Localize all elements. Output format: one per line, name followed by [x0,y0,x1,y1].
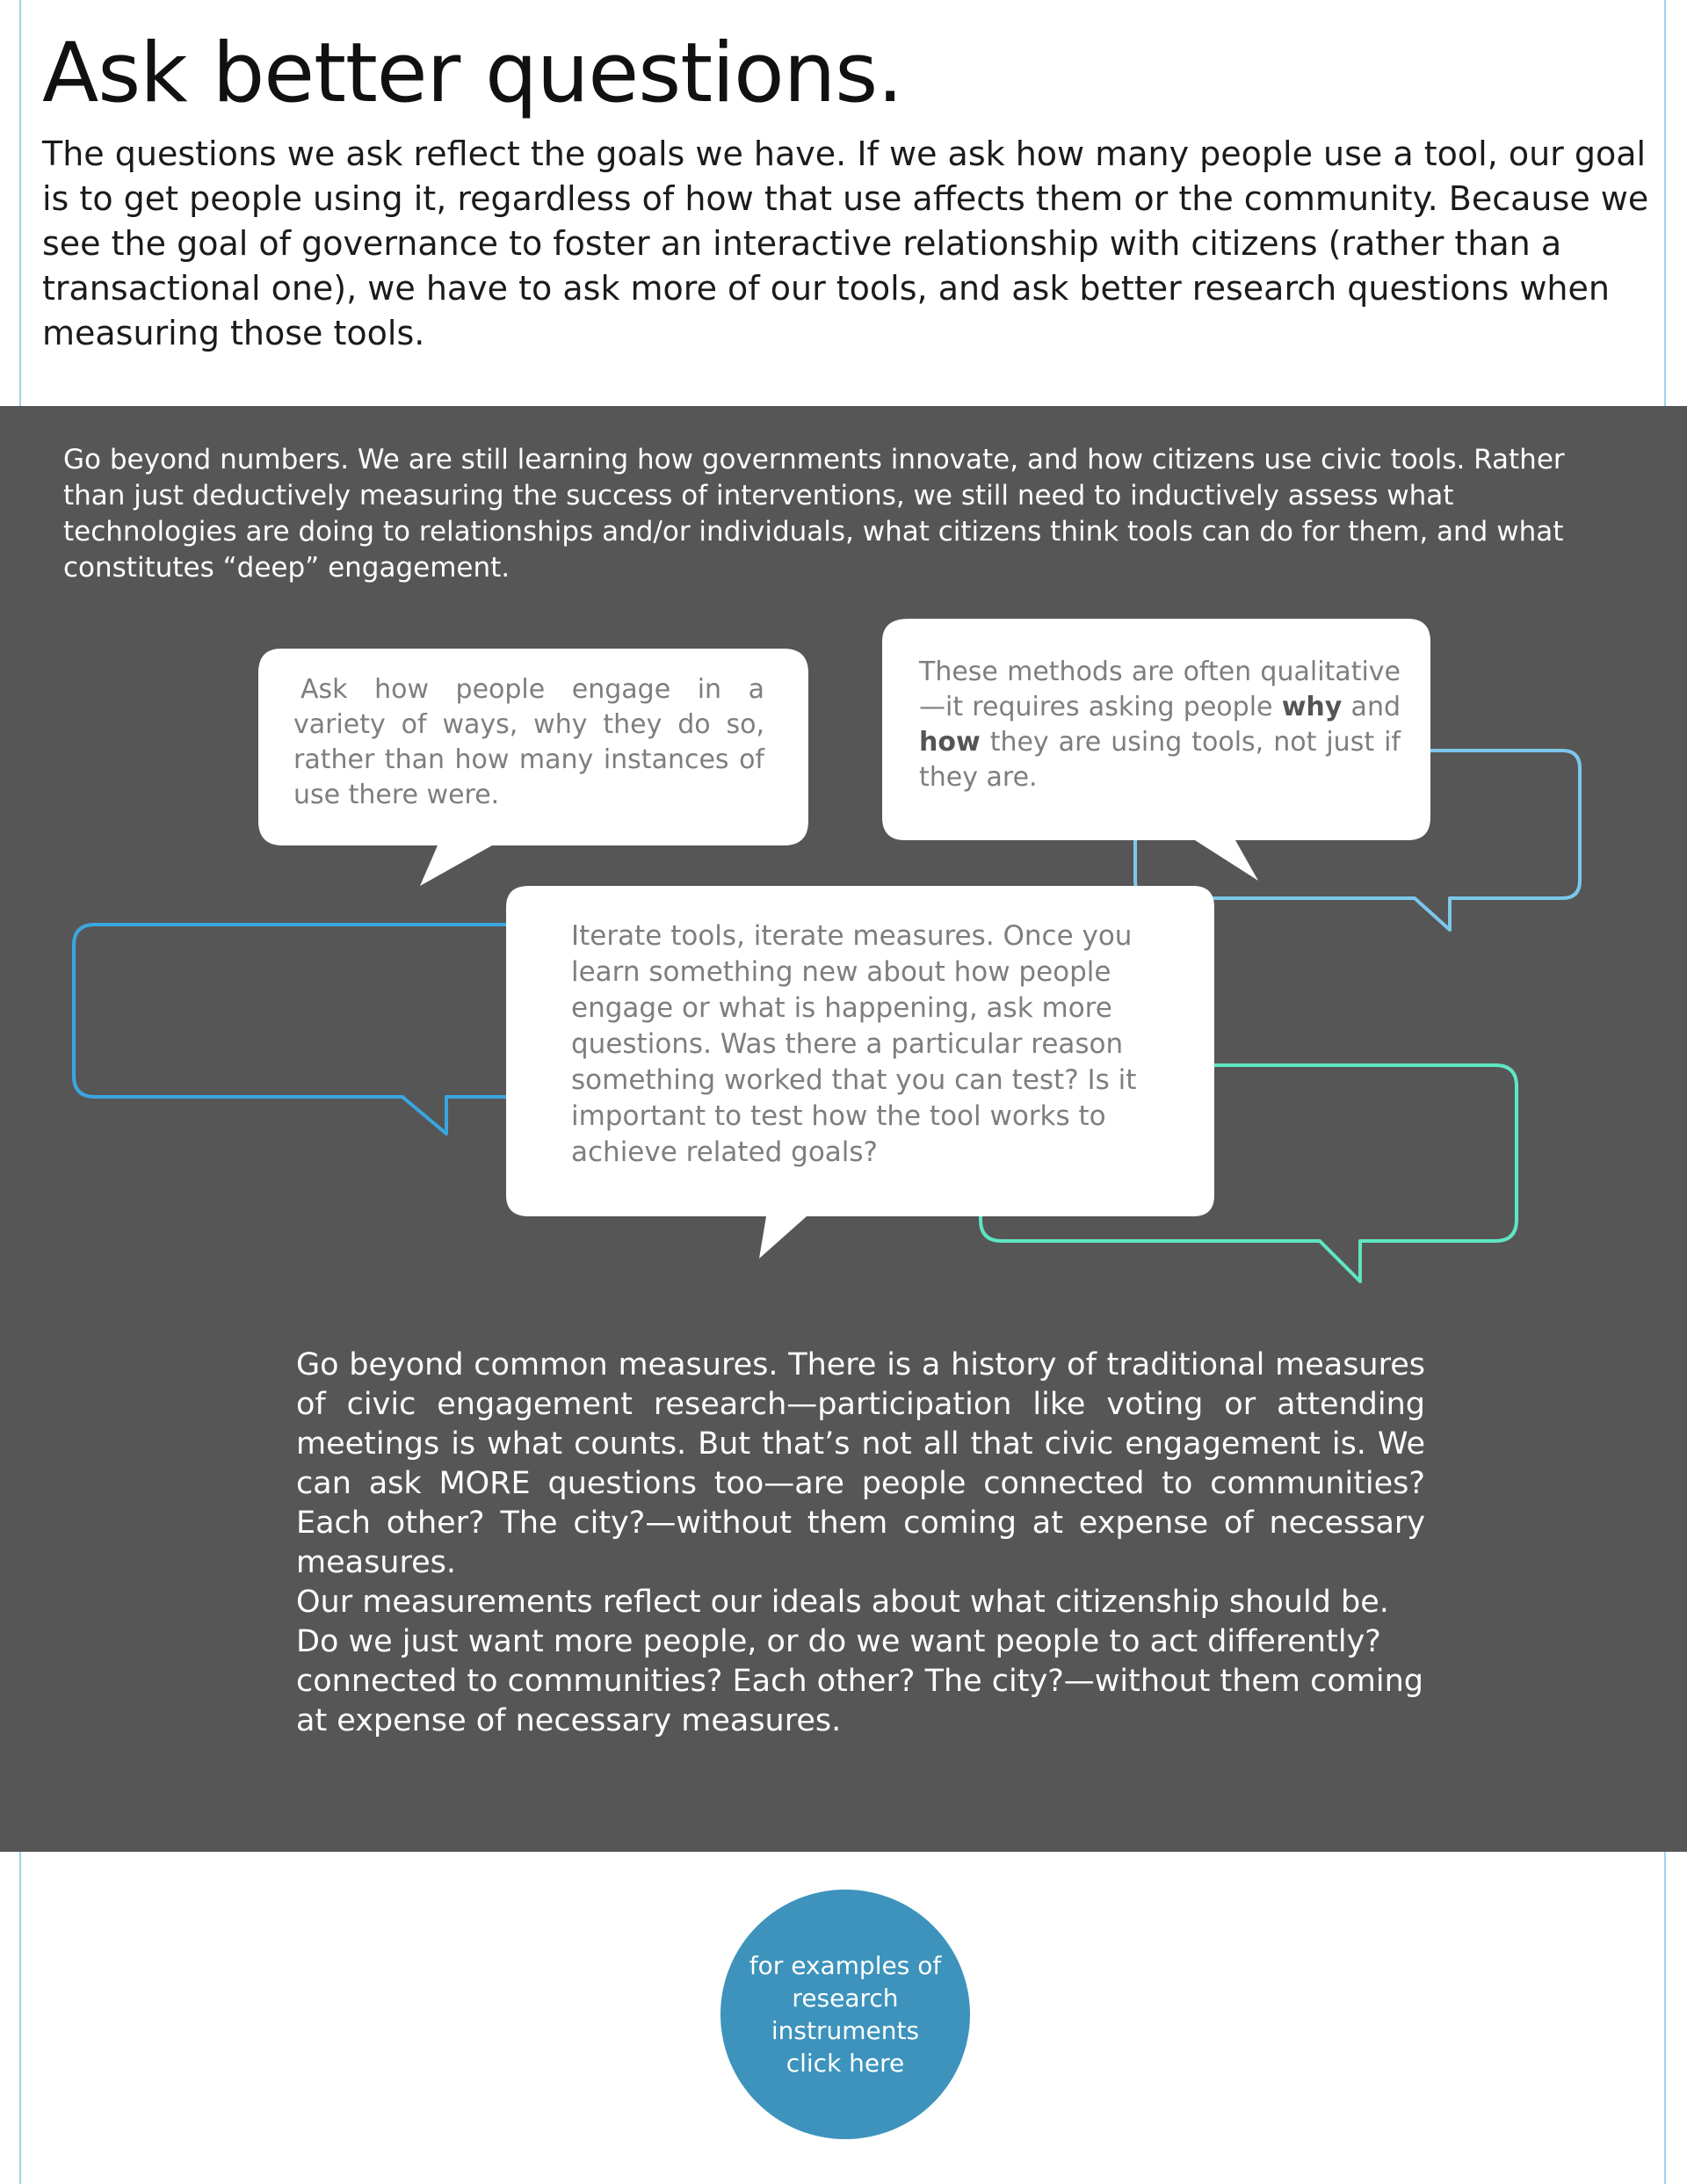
body-paragraph-common-measures: Go beyond common measures. There is a history of traditional measures of civic engagement research—participation like voting or attending meetings is what counts. But that’s not all that civic engagement is. We can ask MORE questions too—are people connected to communities? Each other? The city?—without them coming at expense of necessary measures. [296,1347,1425,1580]
bubble-methods-why: why [1281,692,1343,722]
bubble-methods-and: and [1342,692,1401,722]
page-title: Ask better questions. [42,25,903,121]
bubble-methods-text-part2: they are using tools, not just if they are. [919,727,1401,793]
bubble-methods-how: how [919,727,981,758]
bubble-methods-text-part1: These methods are often qualitative—it requires asking people [919,657,1401,722]
lead-paragraph: Go beyond numbers. We are still learning how governments innovate, and how citizens use civic tools. Rather than just deductively measuring the success of interventions, we still need to inductively assess what technologies are doing to relationships and/or individuals, what citizens think tools can do for them, and what constitutes “deep” engagement. [63,444,1565,584]
intro-paragraph: The questions we ask reflect the goals we have. If we ask how many people use a tool, our goal is to get people using it, regardless of how that use affects them or the community. Because we see the goal of governance to foster an interactive relationship with citizens (rather than a transactional one), we have to ask more of our tools, and ask better research questions when measuring those tools. [42,134,1649,352]
bubble-iterate-text: Iterate tools, iterate measures. Once you learn something new about how people engage or what is happening, ask more questions. Was there a particular reason something worked that you can test? Is it important to test how the tool works to achieve related goals? [571,920,1137,1168]
body-paragraph-ideals: Our measurements reflect our ideals about what citizenship should be. Do we just want more people, or do we want people to act differently? connected to communities? Each other? The city?—without them coming at expense of necessary measures. [296,1585,1424,1738]
research-instruments-link-button[interactable] [720,1890,970,2139]
research-instruments-link-label: for examples of research instruments click here [749,1951,942,2078]
bubble-engage-text: Ask how people engage in a variety of ways, why they do so, rather than how many instances of use there were. [293,674,764,810]
outline-bubble-blue [74,925,562,1134]
bubble-methods-text [919,655,1401,795]
